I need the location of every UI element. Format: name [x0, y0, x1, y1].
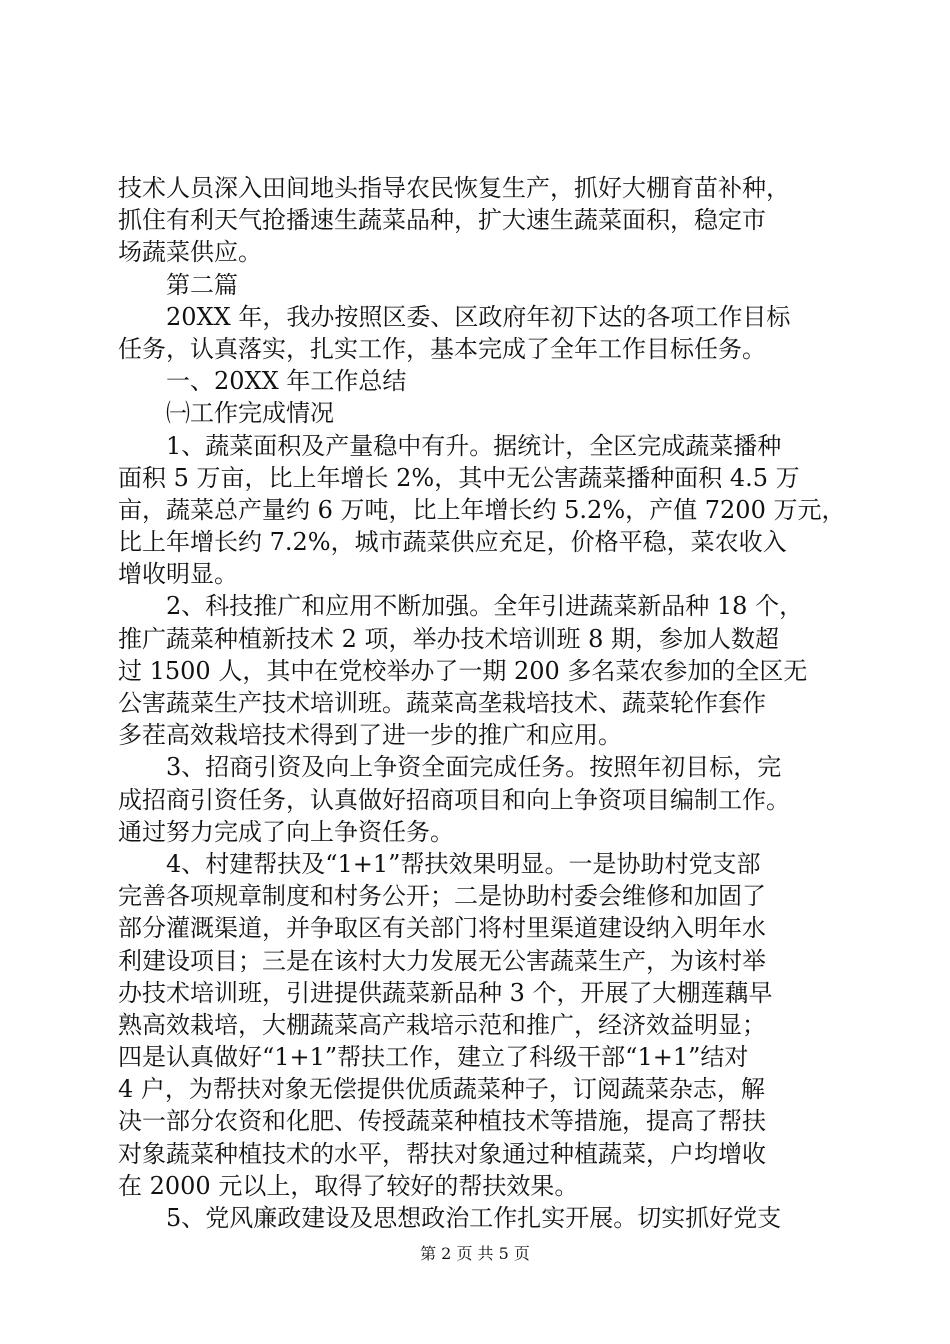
text-line: 过 1500 人，其中在党校举办了一期 200 多名菜农参加的全区无 [118, 656, 808, 685]
text-line: 4 户，为帮扶对象无偿提供优质蔬菜种子，订阅蔬菜杂志，解 [118, 1075, 765, 1104]
page-number-footer: 第 2 页 共 5 页 [420, 1244, 530, 1263]
text-line: 完善各项规章制度和村务公开；二是协助村委会维修和加固了 [118, 882, 766, 911]
text-line: 20XX 年，我办按照区委、区政府年初下达的各项工作目标 [118, 302, 791, 331]
text-line: 1、蔬菜面积及产量稳中有升。据统计，全区完成蔬菜播种 [118, 431, 782, 460]
text-line: 推广蔬菜种植新技术 2 项，举办技术培训班 8 期，参加人数超 [118, 624, 780, 653]
text-line: 增收明显。 [118, 560, 238, 589]
text-line: 决一部分农资和化肥、传授蔬菜种植技术等措施，提高了帮扶 [118, 1107, 766, 1136]
subsection-heading: ㈠工作完成情况 [118, 399, 334, 428]
text-line: 技术人员深入田间地头指导农民恢复生产，抓好大棚育苗补种， [118, 174, 790, 202]
text-line: 面积 5 万亩，比上年增长 2%，其中无公害蔬菜播种面积 4.5 万 [118, 463, 800, 492]
section-heading: 一、20XX 年工作总结 [118, 367, 407, 396]
section-heading: 第二篇 [118, 270, 238, 299]
text-line: 熟高效栽培，大棚蔬菜高产栽培示范和推广，经济效益明显； [118, 1010, 766, 1039]
text-line: 场蔬菜供应。 [118, 238, 262, 267]
text-line: 任务，认真落实，扎实工作，基本完成了全年工作目标任务。 [118, 334, 766, 363]
text-line: 抓住有利天气抢播速生蔬菜品种，扩大速生蔬菜面积，稳定市 [118, 206, 766, 235]
document-body [118, 172, 846, 1234]
text-line: 通过努力完成了向上争资任务。 [118, 817, 454, 846]
text-line: 四是认真做好“1+1”帮扶工作，建立了科级干部“1+1”结对 [118, 1043, 749, 1072]
text-line: 比上年增长约 7.2%，城市蔬菜供应充足，价格平稳，菜农收入 [118, 528, 787, 557]
text-line: 对象蔬菜种植技术的水平，帮扶对象通过种植蔬菜，户均增收 [118, 1139, 766, 1168]
text-line: 多茬高效栽培技术得到了进一步的推广和应用。 [118, 721, 622, 750]
text-line: 亩，蔬菜总产量约 6 万吨，比上年增长约 5.2%，产值 7200 万元， [118, 495, 846, 524]
text-line: 办技术培训班，引进提供蔬菜新品种 3 个，开展了大棚莲藕早 [118, 978, 773, 1007]
text-line: 3、招商引资及向上争资全面完成任务。按照年初目标，完 [118, 753, 782, 782]
text-line: 2、科技推广和应用不断加强。全年引进蔬菜新品种 18 个， [118, 592, 804, 621]
text-line: 公害蔬菜生产技术培训班。蔬菜高垄栽培技术、蔬菜轮作套作 [118, 689, 766, 717]
text-line: 4、村建帮扶及“1+1”帮扶效果明显。一是协助村党支部 [118, 849, 761, 878]
text-line: 在 2000 元以上，取得了较好的帮扶效果。 [118, 1171, 579, 1200]
text-line: 成招商引资任务，认真做好招商项目和向上争资项目编制工作。 [118, 785, 790, 814]
text-line: 部分灌溉渠道，并争取区有关部门将村里渠道建设纳入明年水 [118, 914, 766, 943]
text-line: 利建设项目；三是在该村大力发展无公害蔬菜生产，为该村举 [118, 946, 766, 975]
text-line: 5、党风廉政建设及思想政治工作扎实开展。切实抓好党支 [118, 1204, 782, 1232]
